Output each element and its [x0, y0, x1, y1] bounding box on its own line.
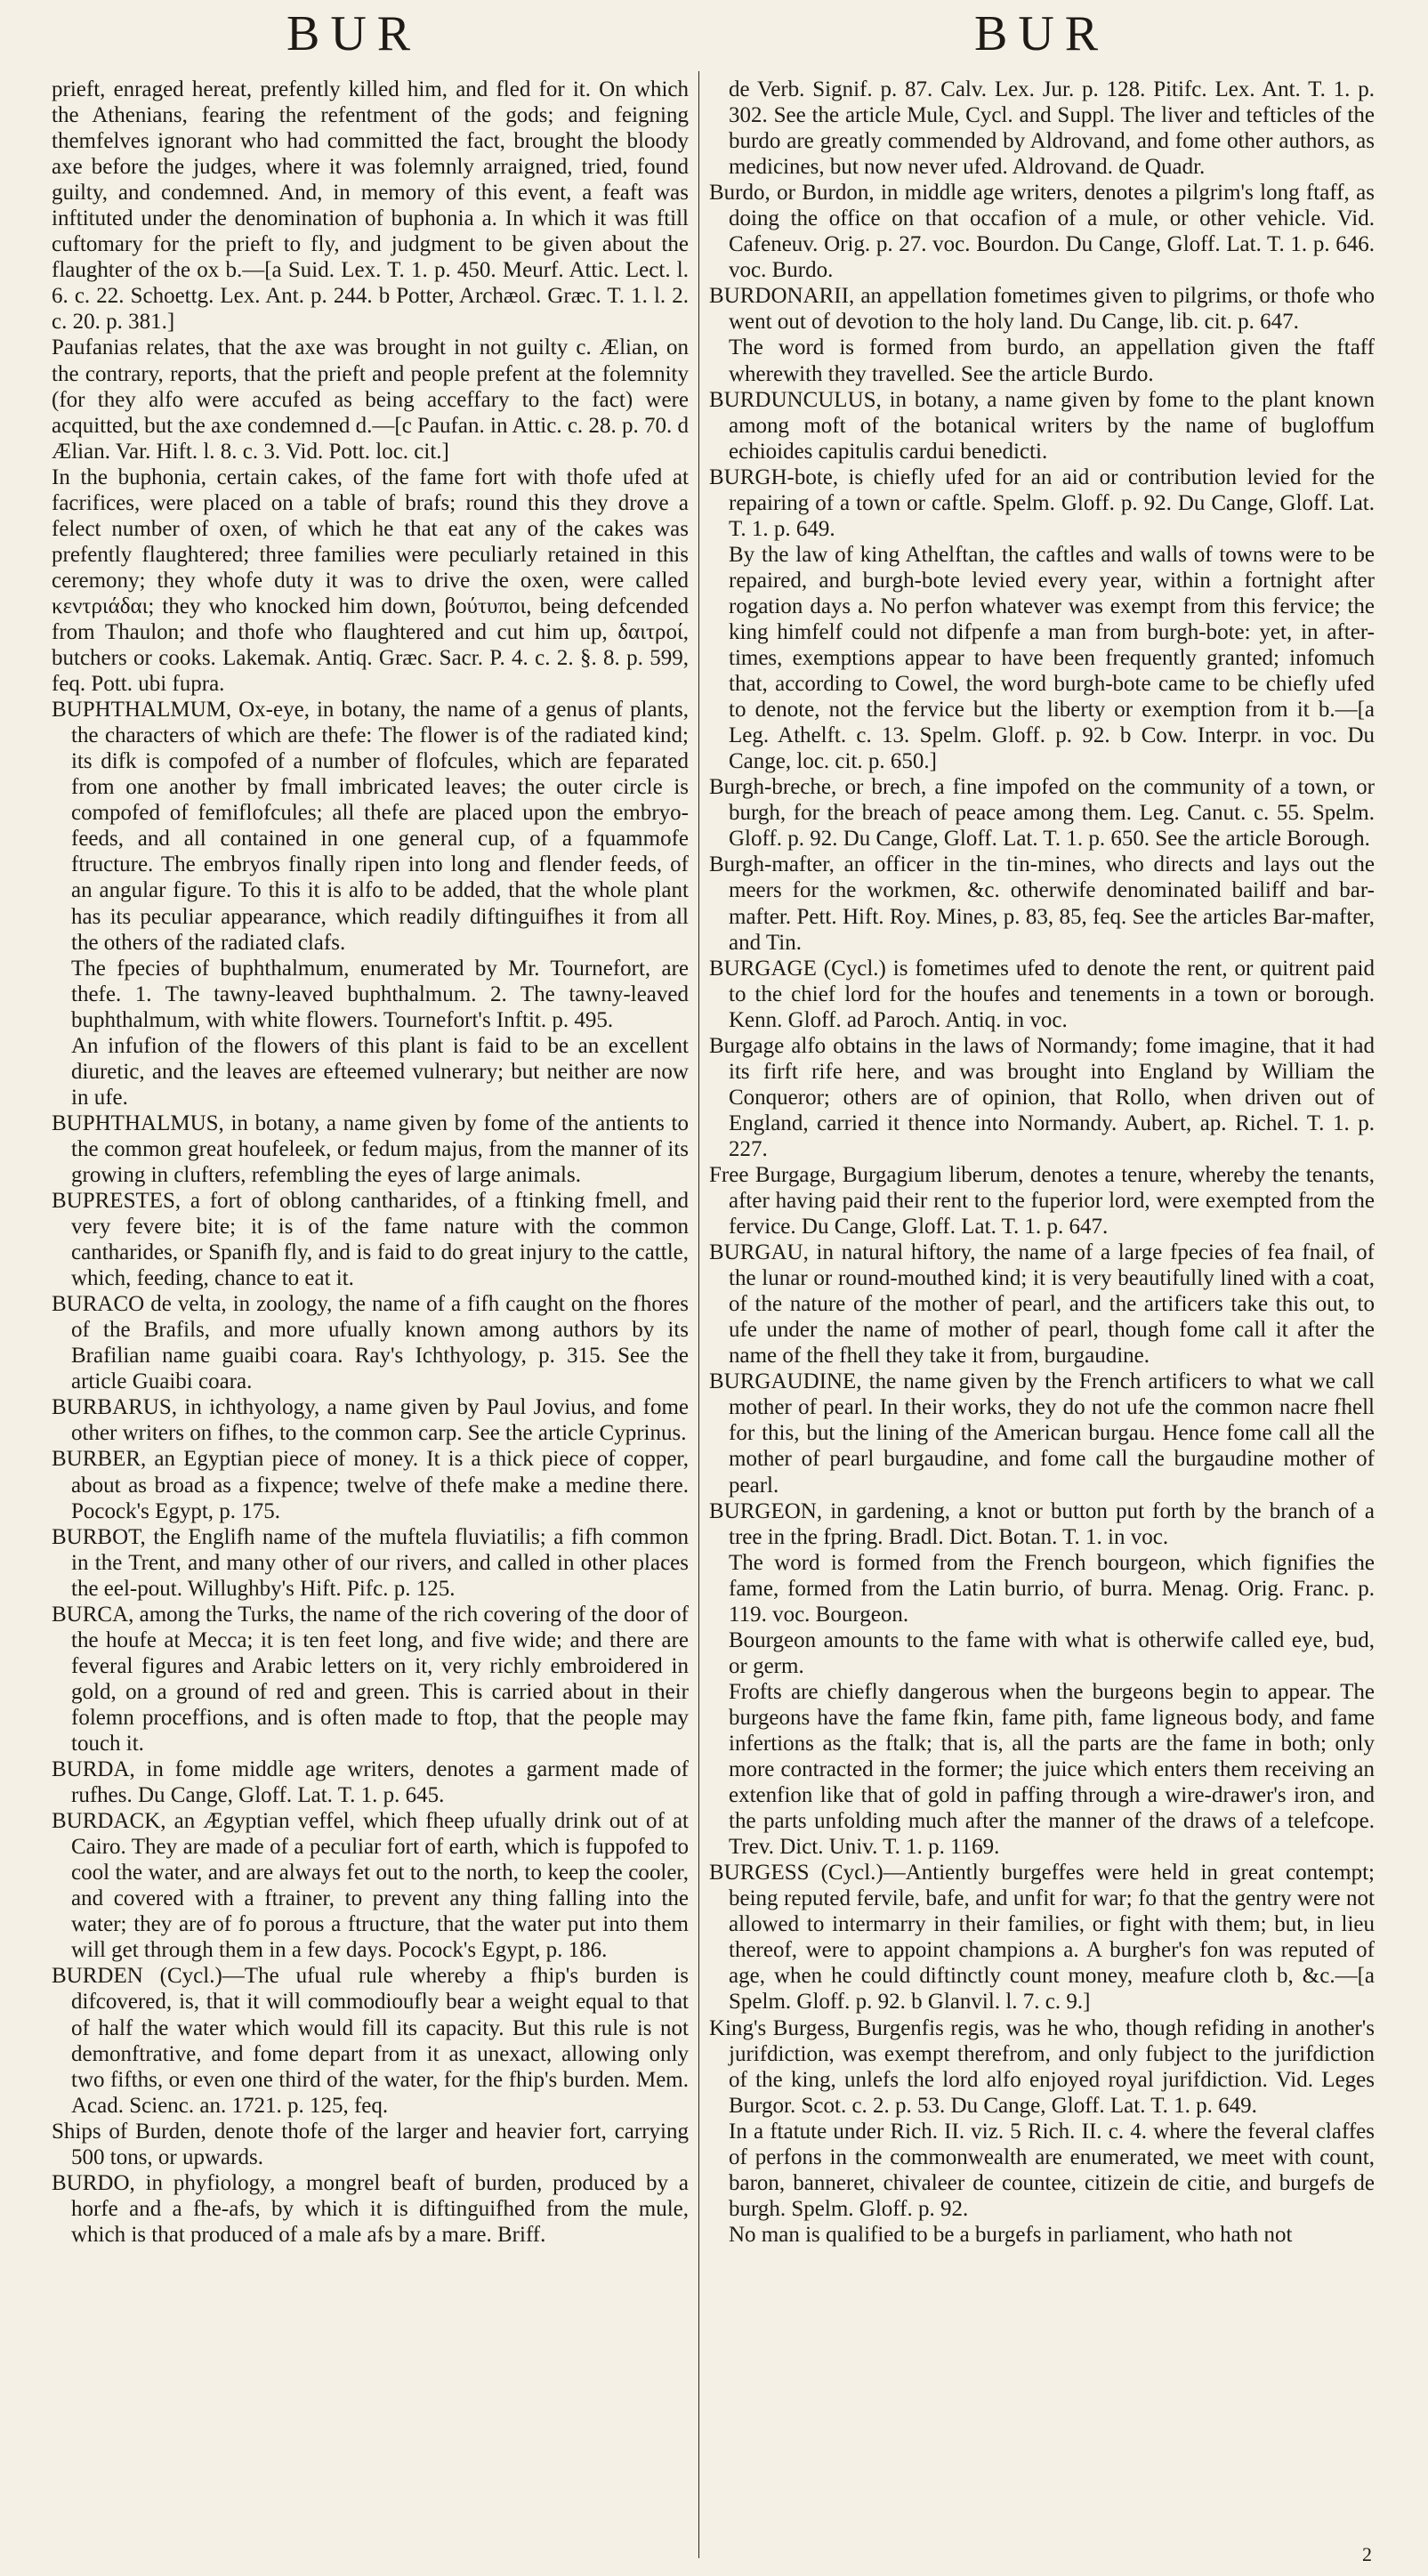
entry-paragraph: No man is qualified to be a burgefs in parliament, who hath not [729, 2222, 1293, 2247]
dictionary-entry: BURGAUDINE, the name given by the French artificers to what we call mother of pearl. In their works, they do not ufe the common nacre fhell for this, but the lining of the American burgau. Hence fome call all the mother of pearl burgaudine, and fome call the burgaudine mother of pearl. [709, 1369, 1375, 1498]
dictionary-entry: BURBER, an Egyptian piece of money. It is a thick piece of copper, about as broad as a fixpence; twelve of thefe make a medine there. Pocock's Egypt, p. 175. [52, 1447, 689, 1523]
dictionary-entry: BURDUNCULUS, in botany, a name given by fome to the plant known among moft of the botanical writers by the name of bugloffum echioides capitulis cardui benedicti. [709, 387, 1375, 464]
dictionary-entry: BURBOT, the Englifh name of the muftela fluviatilis; a fifh common in the Trent, and many other of our rivers, and called in other places the eel-pout. Willughby's Hift. Pifc. p. 125. [52, 1524, 689, 1601]
entry-paragraph: In a ftatute under Rich. II. viz. 5 Rich. II. c. 4. where the feveral claffes of perfons in the commonwealth are enumerated, we meet with count, baron, banneret, chivaleer de countee, citizein de citie, and burgefs de burgh. Spelm. Gloff. p. 92. [729, 2119, 1375, 2221]
dictionary-entry: Burgh-mafter, an officer in the tin-mines, who directs and lays out the meers for the workmen, &c. otherwife denominated bailiff and bar-mafter. Pett. Hift. Roy. Mines, p. 83, 85, feq. See the articles Bar-mafter, and Tin. [709, 852, 1375, 955]
entry-paragraph: The fpecies of buphthalmum, enumerated by Mr. Tournefort, are thefe. 1. The tawny-leaved buphthalmum. 2. The tawny-leaved buphthalmum, with white flowers. Tournefort's Inftit. p. 495. [71, 956, 689, 1032]
dictionary-entry: BURACO de velta, in zoology, the name of a fifh caught on the fhores of the Brafils, and more ufually known among authors by its Brafilian name guaibi coara. Ray's Ichthyology, p. 315. See the article Guaibi coara. [52, 1292, 689, 1394]
right-column [709, 77, 1375, 2248]
dictionary-entry: BURCA, among the Turks, the name of the rich covering of the door of the houfe at Mecca; it is ten feet long, and five wide; and there are feveral figures and Arabic letters on it, very richly embroidered in gold, on a ground of red and green. This is carried about in their folemn proceffions, and is often made to ftop, that the people may touch it. [52, 1602, 689, 1756]
entry-paragraph: prieft, enraged hereat, prefently killed him, and fled for it. On which the Athenians, fearing the refentment of the gods; and feigning themfelves ignorant who had committed the fact, brought the bloody axe before the judges, where it was folemnly arraigned, tried, found guilty, and condemned. And, in memory of this event, a feaft was inftituted under the denomination of buphonia a. In which it was ftill cuftomary for the prieft to fly, and judgment to be given about the flaughter of the ox b.—[a Suid. Lex. T. 1. p. 450. Meurf. Attic. Lect. l. 6. c. 22. Schoettg. Lex. Ant. p. 244. b Potter, Archæol. Græc. T. 1. l. 2. c. 20. p. 381.] [52, 77, 689, 335]
entry-paragraph: In the buphonia, certain cakes, of the fame fort with thofe ufed at facrifices, were placed on a table of brafs; round this they drove a felect number of oxen, of which he that eat any of the cakes was prefently flaughtered; three families were peculiarly retained in this ceremony; they whofe duty it was to drive the oxen, were called κεντριάδαι; they who knocked him down, βούτυποι, being defcended from Thaulon; and thofe who flaughtered and cut him up, δαιτροί, butchers or cooks. Lakemak. Antiq. Græc. Sacr. P. 4. c. 2. §. 8. p. 599, feq. Pott. ubi fupra. [52, 464, 689, 697]
dictionary-entry: BURGH-bote, is chiefly ufed for an aid or contribution levied for the repairing of a town or caftle. Spelm. Gloff. p. 92. Du Cange, Gloff. Lat. T. 1. p. 649. [709, 464, 1375, 541]
dictionary-entry: BURDONARII, an appellation fometimes given to pilgrims, or thofe who went out of devotion to the holy land. Du Cange, lib. cit. p. 647. [709, 284, 1375, 335]
dictionary-entry: BUPHTHALMUM, Ox-eye, in botany, the name of a genus of plants, the characters of which are thefe: The flower is of the radiated kind; its difk is compofed of a number of flofcules, which are feparated from one another by fmall imbricated leaves; the outer circle is compofed of femiflofcules; all thefe are placed upon the embryo-feeds, and all contained in one general cup, of a fquammofe ftructure. The embryos finally ripen into long and flender feeds, of an angular figure. To this it is alfo to be added, that the whole plant has its peculiar appearance, which readily diftinguifhes it from all the others of the radiated clafs. [52, 698, 689, 955]
page-signature: 2 [1362, 2543, 1372, 2565]
entry-paragraph: By the law of king Athelftan, the caftles and walls of towns were to be repaired, and burgh-bote levied every year, within a fortnight after rogation days a. No perfon whatever was exempt from this fervice; the king himfelf could not difpenfe a man from burgh-bote: yet, in after-times, exemptions appear to have been frequently granted; infomuch that, according to Cowel, the word burgh-bote came to be chiefly ufed to denote, not the fervice but the liberty or exemption from it b.—[a Leg. Athelft. c. 13. Spelm. Gloff. p. 92. b Cow. Interpr. in voc. Du Cange, loc. cit. p. 650.] [729, 542, 1375, 774]
entry-paragraph: The word is formed from burdo, an appellation given the ftaff wherewith they travelled. See the article Burdo. [729, 335, 1375, 386]
dictionary-entry: BURDA, in fome middle age writers, denotes a garment made of rufhes. Du Cange, Gloff. Lat. T. 1. p. 645. [52, 1757, 689, 1808]
dictionary-entry: BURDO, in phyfiology, a mongrel beaft of burden, produced by a horfe and a fhe-afs, by which it is diftinguifhed from the mule, which is that produced of a male afs by a mare. Briff. [52, 2170, 689, 2247]
dictionary-entry: Burdo, or Burdon, in middle age writers, denotes a pilgrim's long ftaff, as doing the office on that occafion of a mule, or other vehicle. Vid. Cafeneuv. Orig. p. 27. voc. Bourdon. Du Cange, Gloff. Lat. T. 1. p. 646. voc. Burdo. [709, 181, 1375, 283]
dictionary-entry: BUPHTHALMUS, in botany, a name given by fome of the antients to the common great houfeleek, or fedum majus, from the manner of its growing in clufters, refembling the eyes of large animals. [52, 1110, 689, 1187]
right-running-head: BUR [974, 6, 1109, 61]
dictionary-entry: BURGAU, in natural hiftory, the name of a large fpecies of fea fnail, of the lunar or round-mouthed kind; it is very beautifully lined with a coat, of the nature of the mother of pearl, and the artificers take this out, to ufe under the name of mother of pearl, though fome call it after the name of the fhell they take it from, burgaudine. [709, 1240, 1375, 1369]
dictionary-entry: Burgh-breche, or brech, a fine impofed on the community of a town, or burgh, for the breach of peace among them. Leg. Canut. c. 55. Spelm. Gloff. p. 92. Du Cange, Gloff. Lat. T. 1. p. 650. See the article Borough. [709, 775, 1375, 852]
dictionary-entry: Ships of Burden, denote thofe of the larger and heavier fort, carrying 500 tons, or upwards. [52, 2119, 689, 2169]
dictionary-entry: BURGEON, in gardening, a knot or button put forth by the branch of a tree in the fpring. Bradl. Dict. Botan. T. 1. in voc. [709, 1498, 1375, 1549]
dictionary-entry: BUPRESTES, a fort of oblong cantharides, of a ftinking fmell, and very fevere bite; it is of the fame nature with the common cantharides, or Spanifh fly, and is faid to do great injury to the cattle, which, feeding, chance to eat it. [52, 1189, 689, 1291]
entry-paragraph: Paufanias relates, that the axe was brought in not guilty c. Ælian, on the contrary, reports, that the prieft and people prefent at the folemnity (for they alfo were accufed as being acceffary to the fact) were acquitted, but the axe condemned d.—[c Paufan. in Attic. c. 28. p. 70. d Ælian. Var. Hift. l. 8. c. 3. Vid. Pott. loc. cit.] [52, 335, 689, 464]
dictionary-entry: BURGESS (Cycl.)—Antiently burgeffes were held in great contempt; being reputed fervile, bafe, and unfit for war; fo that the gentry were not allowed to intermarry in their families, or fight with them; but, in lieu thereof, were to appoint champions a. A burgher's fon was reputed of age, when he could diftinctly count money, meafure cloth b, &c.—[a Spelm. Gloff. p. 92. b Glanvil. l. 7. c. 9.] [709, 1861, 1375, 2015]
dictionary-entry: BURDACK, an Ægyptian veffel, which fheep ufually drink out of at Cairo. They are made of a peculiar fort of earth, which is fuppofed to cool the water, and are always fet out to the north, to keep the cooler, and covered with a ftrainer, to prevent any thing falling into the water; they are of fo porous a ftructure, that the water put into them will get through them in a few days. Pocock's Egypt, p. 186. [52, 1809, 689, 1963]
page-header [0, 0, 1428, 71]
entry-paragraph: The word is formed from the French bourgeon, which fignifies the fame, formed from the Latin burrio, of burra. Menag. Orig. Franc. p. 119. voc. Bourgeon. [729, 1550, 1375, 1627]
dictionary-entry: BURBARUS, in ichthyology, a name given by Paul Jovius, and fome other writers on fifhes, to the common carp. See the article Cyprinus. [52, 1395, 689, 1446]
entry-paragraph: de Verb. Signif. p. 87. Calv. Lex. Jur. p. 128. Pitifc. Lex. Ant. T. 1. p. 302. See the article Mule, Cycl. and Suppl. The liver and tefticles of the burdo are greatly commended by Aldrovand, and fome other authors, as medicines, but now never ufed. Aldrovand. de Quadr. [729, 77, 1375, 180]
dictionary-entry: Free Burgage, Burgagium liberum, denotes a tenure, whereby the tenants, after having paid their rent to the fuperior lord, were exempted from the fervice. Du Cange, Gloff. Lat. T. 1. p. 647. [709, 1162, 1375, 1240]
entry-paragraph: An infufion of the flowers of this plant is faid to be an excellent diuretic, and the leaves are efteemed vulnerary; but neither are now in ufe. [71, 1033, 689, 1110]
dictionary-entry: King's Burgess, Burgenfis regis, was he who, though refiding in another's jurifdiction, was exempt therefrom, and only fubject to the jurifdiction of the king, unlefs the lord alfo enjoyed royal jurifdiction. Vid. Leges Burgor. Scot. c. 2. p. 53. Du Cange, Gloff. Lat. T. 1. p. 649. [709, 2015, 1375, 2118]
entry-paragraph: Frofts are chiefly dangerous when the burgeons begin to appear. The burgeons have the fame fkin, fame pith, fame ligneous body, and fame infertions as the ftalk; that is, all the parts are the fame in both; only more contracted in the former; the juice which enters them receiving an extenfion like that of gold in paffing through a wire-drawer's iron, and the parts unfolding much after the manner of the draws of a telefcope. Trev. Dict. Univ. T. 1. p. 1169. [729, 1679, 1375, 1860]
left-column [52, 77, 689, 2248]
column-divider [698, 71, 699, 2558]
dictionary-entry: BURGAGE (Cycl.) is fometimes ufed to denote the rent, or quitrent paid to the chief lord for the houfes and tenements in a town or borough. Kenn. Gloff. ad Paroch. Antiq. in voc. [709, 956, 1375, 1032]
entry-paragraph: Bourgeon amounts to the fame with what is otherwife called eye, bud, or germ. [729, 1627, 1375, 1678]
dictionary-entry: BURDEN (Cycl.)—The ufual rule whereby a fhip's burden is difcovered, is, that it will commodioufly bear a weight equal to that of half the water which would fill its capacity. But this rule is not demonftrative, and fome depart from it as unexact, allowing only two fifths, or even one third of the water, for the fhip's burden. Mem. Acad. Scienc. an. 1721. p. 125, feq. [52, 1964, 689, 2118]
dictionary-entry: Burgage alfo obtains in the laws of Normandy; fome imagine, that it had its firft rife here, and was brought into England by William the Conqueror; others are of opinion, that Rollo, when driven out of England, carried it thence into Normandy. Aubert, ap. Richel. T. 1. p. 227. [709, 1033, 1375, 1161]
left-running-head: BUR [286, 6, 422, 61]
